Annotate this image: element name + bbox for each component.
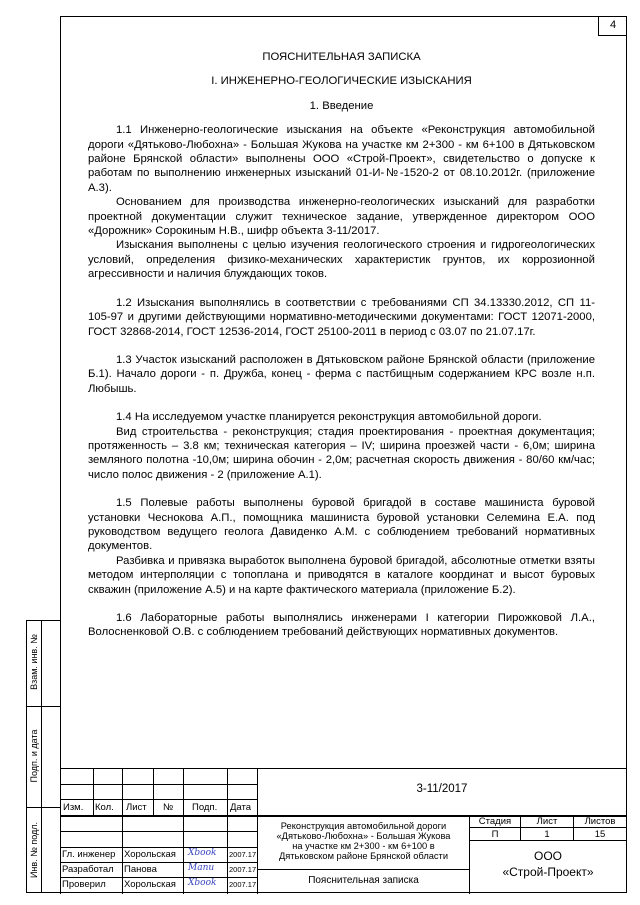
stage-value: П (491, 829, 499, 840)
subsection-title: 1. Введение (309, 99, 374, 112)
sheet-value: 1 (544, 829, 550, 840)
role-name: Панова (124, 864, 157, 875)
col-header-kol: Кол. (95, 802, 114, 813)
document-code: 3-11/2017 (416, 783, 468, 795)
paragraph: 1.3 Участок изысканий расположен в Дятьковском районе Брянской области (приложение Б.1). Начало дороги - п. Дружба, конец - ферма с пастбищным содержанием КРС возле н.п. Любышь. (88, 353, 595, 395)
col-header-num: № (163, 802, 174, 813)
paragraph: 1.1 Инженерно-геологические изыскания на объекте «Реконструкция автомобильной дороги «Дятьково-Любохна» - Большая Жукова на участке км 2+300 - км 6+100 в Дятьковском районе Брянской области» выполнены ООО «Строй-Проект», свидетельство о допуске к работам по выполнению инженерных изысканий 01-И-№-1520-2 от 08.10.2012г. (приложение А.3). (88, 124, 595, 194)
document-body (88, 50, 595, 640)
role-date: 2007.17 (229, 865, 257, 874)
project-title: Реконструкция автомобильной дороги «Дятьково-Любохна» - Большая Жукова на участке км 2+300 - км 6+100 в Дятьковском районе Брянской области (276, 821, 451, 861)
paragraph: 1.5 Полевые работы выполнены буровой бригадой в составе машиниста буровой установки Чеснокова А.П., помощника машиниста буровой установки Селемина Е.А. под руководством ведущего геолога Давиденко А.М. с соблюдением требований нормативных документов. (88, 497, 595, 553)
col-header-izm: Изм. (63, 802, 84, 813)
role-label: Разработал (62, 864, 114, 875)
signature-image: Xbook (188, 848, 217, 858)
signature-image: Manu (188, 863, 215, 873)
paragraph: 1.6 Лабораторные работы выполнялись инженерами I категории Пирожковой Л.А., Волосненковой О.В. с соблюдением требований действующих нормативных документов. (88, 612, 595, 639)
paragraph: 1.2 Изыскания выполнялись в соответствии с требованиями СП 34.13330.2012, СП 11-105-97 и другими действующими нормативно-методическими документами: ГОСТ 12071-2000, ГОСТ 32868-2014, ГОСТ 12536-2014, ГОСТ 25100-2011 в период с 03.07 по 21.07.17г. (88, 296, 595, 338)
stage-label: Стадия (478, 816, 512, 827)
paragraph: Вид строительства - реконструкция; стадия проектирования - проектная документация; протяженность – 3.8 км; техническая категория – IV; ширина проезжей части - 6,0м; ширина земляного полотна -10,0м; ширина обочин - 2,0м; расчетная скорость движения - 80/60 км/час; число полос движения - 2 (приложение А.1). (88, 425, 595, 481)
paragraph: Изыскания выполнены с целью изучения геологического строения и гидрогеологических условий, определения физико-механических характеристик грунтов, их коррозионной агрессивности и наличия блуждающих токов. (88, 239, 595, 281)
section-title: I. ИНЖЕНЕРНО-ГЕОЛОГИЧЕСКИЕ ИЗЫСКАНИЯ (211, 75, 472, 88)
sheets-label: Листов (584, 816, 616, 827)
side-label-vzam: Взам. инв. № (29, 634, 39, 690)
title-block (60, 768, 627, 894)
role-date: 2007.17 (229, 850, 257, 859)
role-label: Проверил (62, 879, 106, 890)
col-header-data: Дата (230, 802, 252, 813)
col-header-podp: Подп. (192, 802, 218, 813)
paragraph: Разбивка и привязка выработок выполнена буровой бригадой, абсолютные отметки взяты методом интерполяции с топоплана и приводятся в каталоге координат и высот буровых скважин (приложение А.5) и на карте фактического материала (приложение Б.2). (88, 554, 595, 596)
role-name: Хорольская (124, 849, 176, 860)
paragraph: Основанием для производства инженерно-геологических изысканий для разработки проектной документации служит техническое задание, утвержденное директором ООО «Дорожник» Сорокиным Н.В., шифр объекта 3-11/2017. (88, 196, 595, 238)
role-label: Гл. инженер (62, 849, 116, 860)
org-line-1: ООО (533, 849, 562, 863)
role-name: Хорольская (124, 879, 176, 890)
side-label-inv: Инв. № подл. (29, 821, 39, 879)
col-header-list: Лист (126, 802, 147, 813)
page-number: 4 (598, 16, 627, 36)
role-date: 2007.17 (229, 880, 257, 889)
sheet-label: Лист (536, 816, 558, 827)
document-name: Пояснительная записка (308, 875, 419, 886)
side-label-podp: Подп. и дата (29, 729, 39, 783)
paragraph: 1.4 На исследуемом участке планируется реконструкция автомобильной дороги. (116, 411, 542, 424)
signature-image: Xbook (188, 878, 217, 888)
document-heading: ПОЯСНИТЕЛЬНАЯ ЗАПИСКА (262, 51, 421, 63)
sheets-value: 15 (594, 829, 606, 840)
org-line-2: «Строй-Проект» (502, 865, 594, 879)
side-stamp-strip (26, 620, 60, 893)
